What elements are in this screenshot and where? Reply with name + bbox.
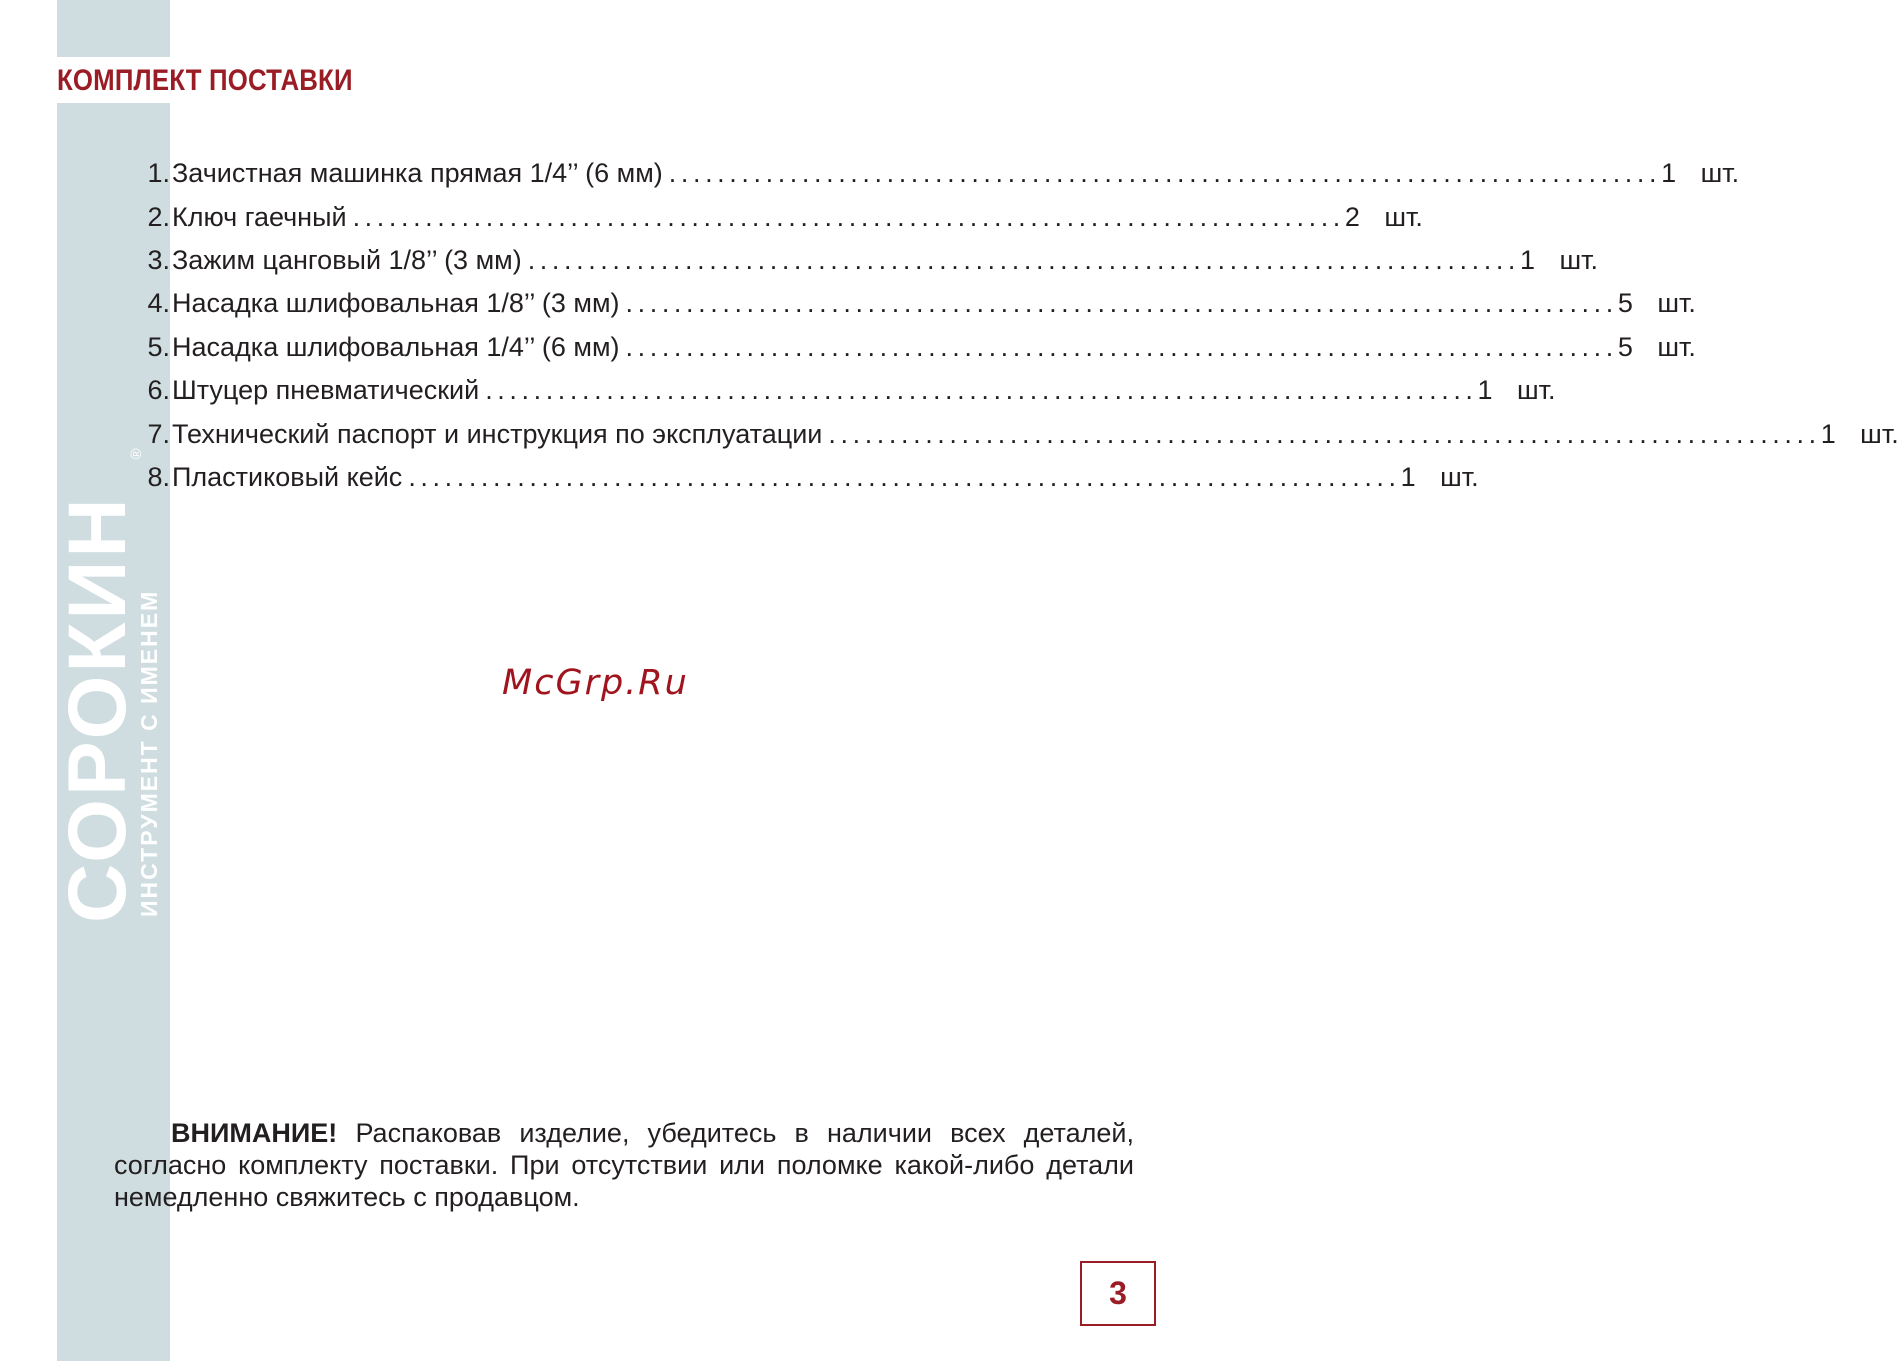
leader-dots: .................................................................................. (408, 461, 1401, 492)
watermark: McGrp.Ru (502, 663, 689, 703)
item-unit: шт. (1516, 375, 1556, 406)
item-name: Технический паспорт и инструкция по эксплуатации (172, 413, 828, 456)
list-item (130, 412, 1899, 455)
leader-dots: .................................................................................. (527, 244, 1521, 275)
item-unit: шт. (1384, 201, 1423, 232)
brand-tagline: ИНСТРУМЕНТ С ИМЕНЕМ (136, 589, 162, 917)
item-qty: 5 (1617, 288, 1633, 319)
list-item (130, 152, 1740, 195)
list-item (130, 239, 1599, 282)
warning-label: ВНИМАНИЕ! (171, 1118, 338, 1148)
leader-dots: .................................................................................. (668, 158, 1662, 189)
item-name: Зажим цанговый 1/8’’ (3 мм) (172, 239, 528, 282)
item-qty: 1 (1820, 418, 1836, 449)
leader-dots: .................................................................................. (352, 201, 1345, 232)
leader-dots: .................................................................................. (625, 331, 1618, 362)
item-number: 1. (147, 158, 170, 189)
list-item (130, 195, 1423, 238)
item-qty: 1 (1661, 158, 1677, 189)
item-number: 2. (147, 201, 170, 232)
item-unit: шт. (1700, 158, 1740, 189)
brand-name: СОРОКИН (52, 495, 143, 923)
item-qty: 2 (1344, 201, 1360, 232)
item-number: 7. (147, 418, 170, 449)
list-item (130, 456, 1479, 499)
brand-logo (52, 445, 172, 925)
item-unit: шт. (1860, 418, 1899, 449)
registered-mark: ® (128, 448, 145, 460)
item-number: 8. (147, 461, 170, 492)
item-name: Штуцер пневматический (172, 369, 485, 412)
item-name: Насадка шлифовальная 1/8’’ (3 мм) (172, 282, 626, 325)
warning-text: Распаковав изделие, убедитесь в наличии всех деталей, согласно комплекту поставки. При отсутствии или поломке какой-либо детали немедленно свяжитесь с продавцом. (114, 1118, 1134, 1212)
item-qty: 1 (1520, 244, 1536, 275)
warning-note (114, 1117, 1134, 1213)
item-number: 4. (147, 288, 170, 319)
item-qty: 5 (1617, 331, 1633, 362)
delivery-list (130, 152, 1899, 499)
item-qty: 1 (1477, 375, 1493, 406)
item-name: Ключ гаечный (172, 196, 353, 239)
item-number: 3. (147, 244, 170, 275)
item-unit: шт. (1559, 244, 1599, 275)
leader-dots: .................................................................................. (485, 375, 1478, 406)
page-title: КОМПЛЕКТ ПОСТАВКИ (57, 64, 353, 97)
item-name: Насадка шлифовальная 1/4’’ (6 мм) (172, 326, 626, 369)
item-name: Зачистная машинка прямая 1/4’’ (6 мм) (172, 152, 669, 195)
item-unit: шт. (1657, 288, 1696, 319)
item-name: Пластиковый кейс (172, 456, 408, 499)
list-item (130, 282, 1696, 325)
list-item (130, 369, 1556, 412)
item-number: 6. (147, 375, 170, 406)
item-unit: шт. (1440, 461, 1479, 492)
item-qty: 1 (1400, 461, 1416, 492)
item-number: 5. (147, 331, 170, 362)
list-item (130, 326, 1696, 369)
page-number: 3 (1080, 1261, 1156, 1326)
leader-dots: .................................................................................. (828, 418, 1821, 449)
item-unit: шт. (1657, 331, 1696, 362)
leader-dots: .................................................................................. (625, 288, 1618, 319)
